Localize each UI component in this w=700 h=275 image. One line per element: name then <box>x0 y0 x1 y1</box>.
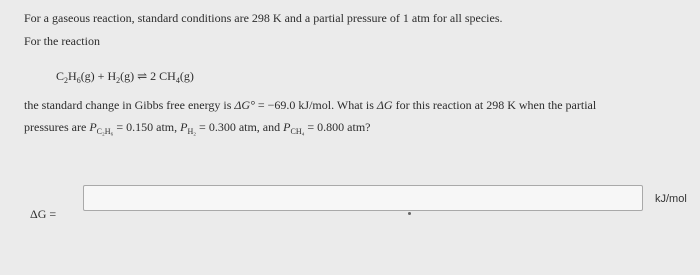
question-line-1: the standard change in Gibbs free energy is ΔG° = −69.0 kJ/mol. What is ΔG for this reaction at 298 K when the partial <box>24 98 597 112</box>
mouse-cursor-icon <box>408 212 411 215</box>
delta-g-answer-input[interactable] <box>83 185 643 211</box>
problem-intro: For a gaseous reaction, standard conditions are 298 K and a partial pressure of 1 atm for all species. <box>24 11 503 25</box>
unit-label: kJ/mol <box>655 193 687 205</box>
delta-g-label: ΔG = <box>30 207 57 221</box>
for-reaction-label: For the reaction <box>24 34 100 48</box>
reaction-equation: $C_2H_6(g) + H_2(g)$ ⇌ 2 $CH_4(g)$ <box>56 69 194 85</box>
question-line-2: pressures are $P_{C_2H_6} = 0.150$ atm, $P_{H_2} = 0.300$ atm, and $P_{CH_4} = 0.800$ atm? <box>24 120 371 136</box>
